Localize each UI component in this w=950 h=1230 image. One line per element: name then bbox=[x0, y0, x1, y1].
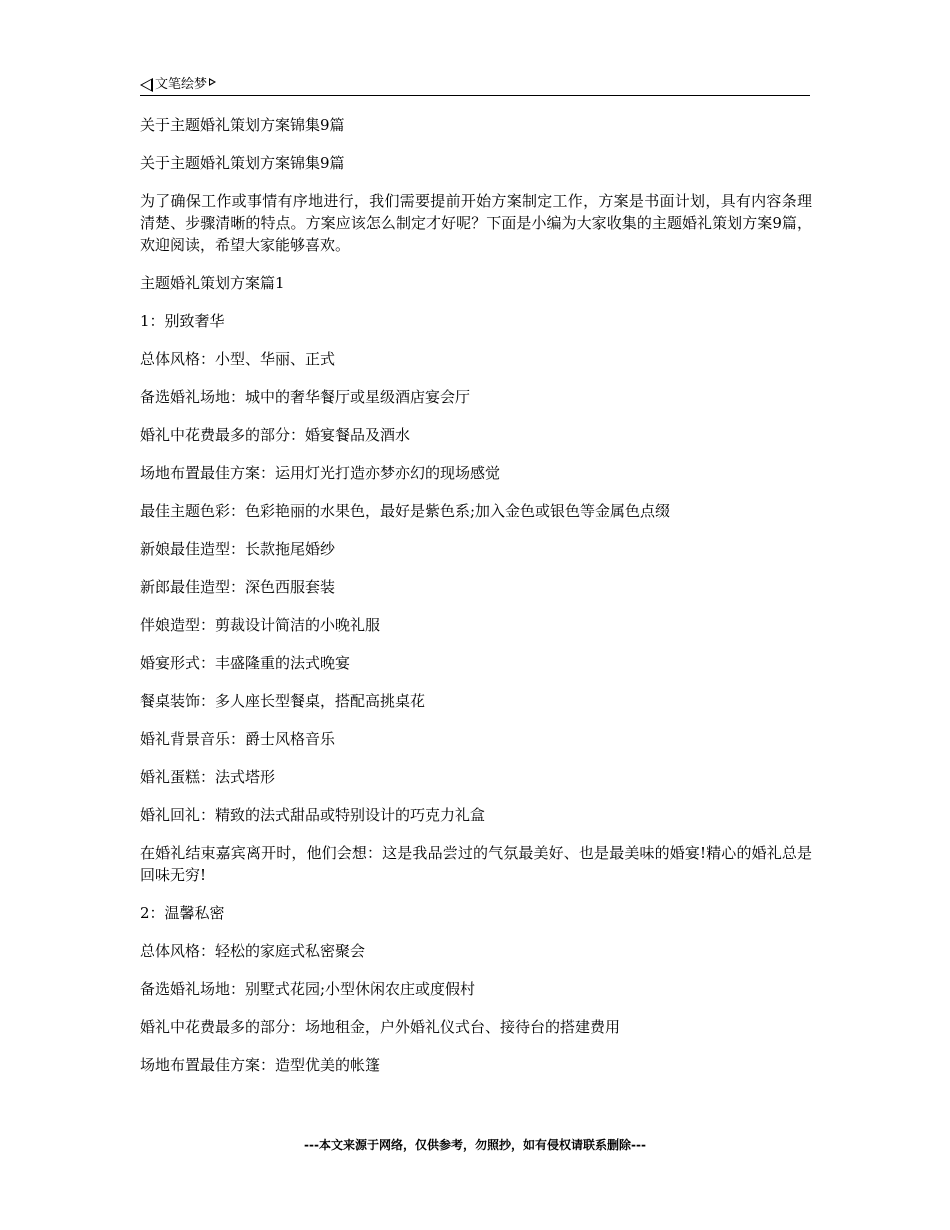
footer-disclaimer: ---本文来源于网络，仅供参考，勿照抄，如有侵权请联系删除--- bbox=[304, 1138, 646, 1152]
intro-paragraph: 为了确保工作或事情有序地进行，我们需要提前开始方案制定工作，方案是书面计划，具有内容条理清楚、步骤清晰的特点。方案应该怎么制定才好呢？下面是小编为大家收集的主题婚礼策划方案9篇，欢迎阅读，希望大家能够喜欢。 bbox=[140, 192, 812, 254]
paragraph: 备选婚礼场地：别墅式花园;小型休闲农庄或度假村 bbox=[140, 980, 476, 998]
paragraph: 新娘最佳造型：长款拖尾婚纱 bbox=[140, 540, 336, 558]
paragraph: 场地布置最佳方案：造型优美的帐篷 bbox=[140, 1056, 381, 1074]
document-body bbox=[140, 114, 812, 1092]
paragraph: 总体风格：小型、华丽、正式 bbox=[140, 350, 336, 368]
paragraph: 伴娘造型：剪裁设计简洁的小晚礼服 bbox=[140, 616, 381, 634]
paragraph: 新郎最佳造型：深色西服套装 bbox=[140, 578, 336, 596]
paragraph: 婚礼背景音乐：爵士风格音乐 bbox=[140, 730, 336, 748]
paragraph: 在婚礼结束嘉宾离开时，他们会想：这是我品尝过的气氛最美好、也是最美味的婚宴!精心的婚礼总是回味无穷! bbox=[140, 844, 812, 884]
document-subtitle: 关于主题婚礼策划方案锦集9篇 bbox=[140, 154, 345, 172]
paragraph: 婚礼中花费最多的部分：婚宴餐品及酒水 bbox=[140, 426, 411, 444]
paragraph: 婚宴形式：丰盛隆重的法式晚宴 bbox=[140, 654, 351, 672]
paragraph: 婚礼蛋糕：法式塔形 bbox=[140, 768, 276, 786]
paragraph: 餐桌装饰：多人座长型餐桌，搭配高挑桌花 bbox=[140, 692, 426, 710]
page-header bbox=[140, 72, 810, 96]
subsection-heading: 1：别致奢华 bbox=[140, 312, 225, 330]
paragraph: 婚礼中花费最多的部分：场地租金，户外婚礼仪式台、接待台的搭建费用 bbox=[140, 1018, 621, 1036]
right-triangle-icon bbox=[209, 78, 216, 86]
paragraph: 总体风格：轻松的家庭式私密聚会 bbox=[140, 942, 366, 960]
paragraph: 场地布置最佳方案：运用灯光打造亦梦亦幻的现场感觉 bbox=[140, 464, 501, 482]
paragraph: 最佳主题色彩：色彩艳丽的水果色，最好是紫色系;加入金色或银色等金属色点缀 bbox=[140, 502, 671, 520]
brand-text: 文笔绘梦 bbox=[155, 77, 208, 92]
paragraph: 婚礼回礼：精致的法式甜品或特别设计的巧克力礼盒 bbox=[140, 806, 486, 824]
left-triangle-icon bbox=[140, 78, 153, 92]
document-title: 关于主题婚礼策划方案锦集9篇 bbox=[140, 116, 345, 134]
subsection-heading: 2：温馨私密 bbox=[140, 904, 225, 922]
section-heading: 主题婚礼策划方案篇1 bbox=[140, 274, 285, 292]
paragraph: 备选婚礼场地：城中的奢华餐厅或星级酒店宴会厅 bbox=[140, 388, 471, 406]
